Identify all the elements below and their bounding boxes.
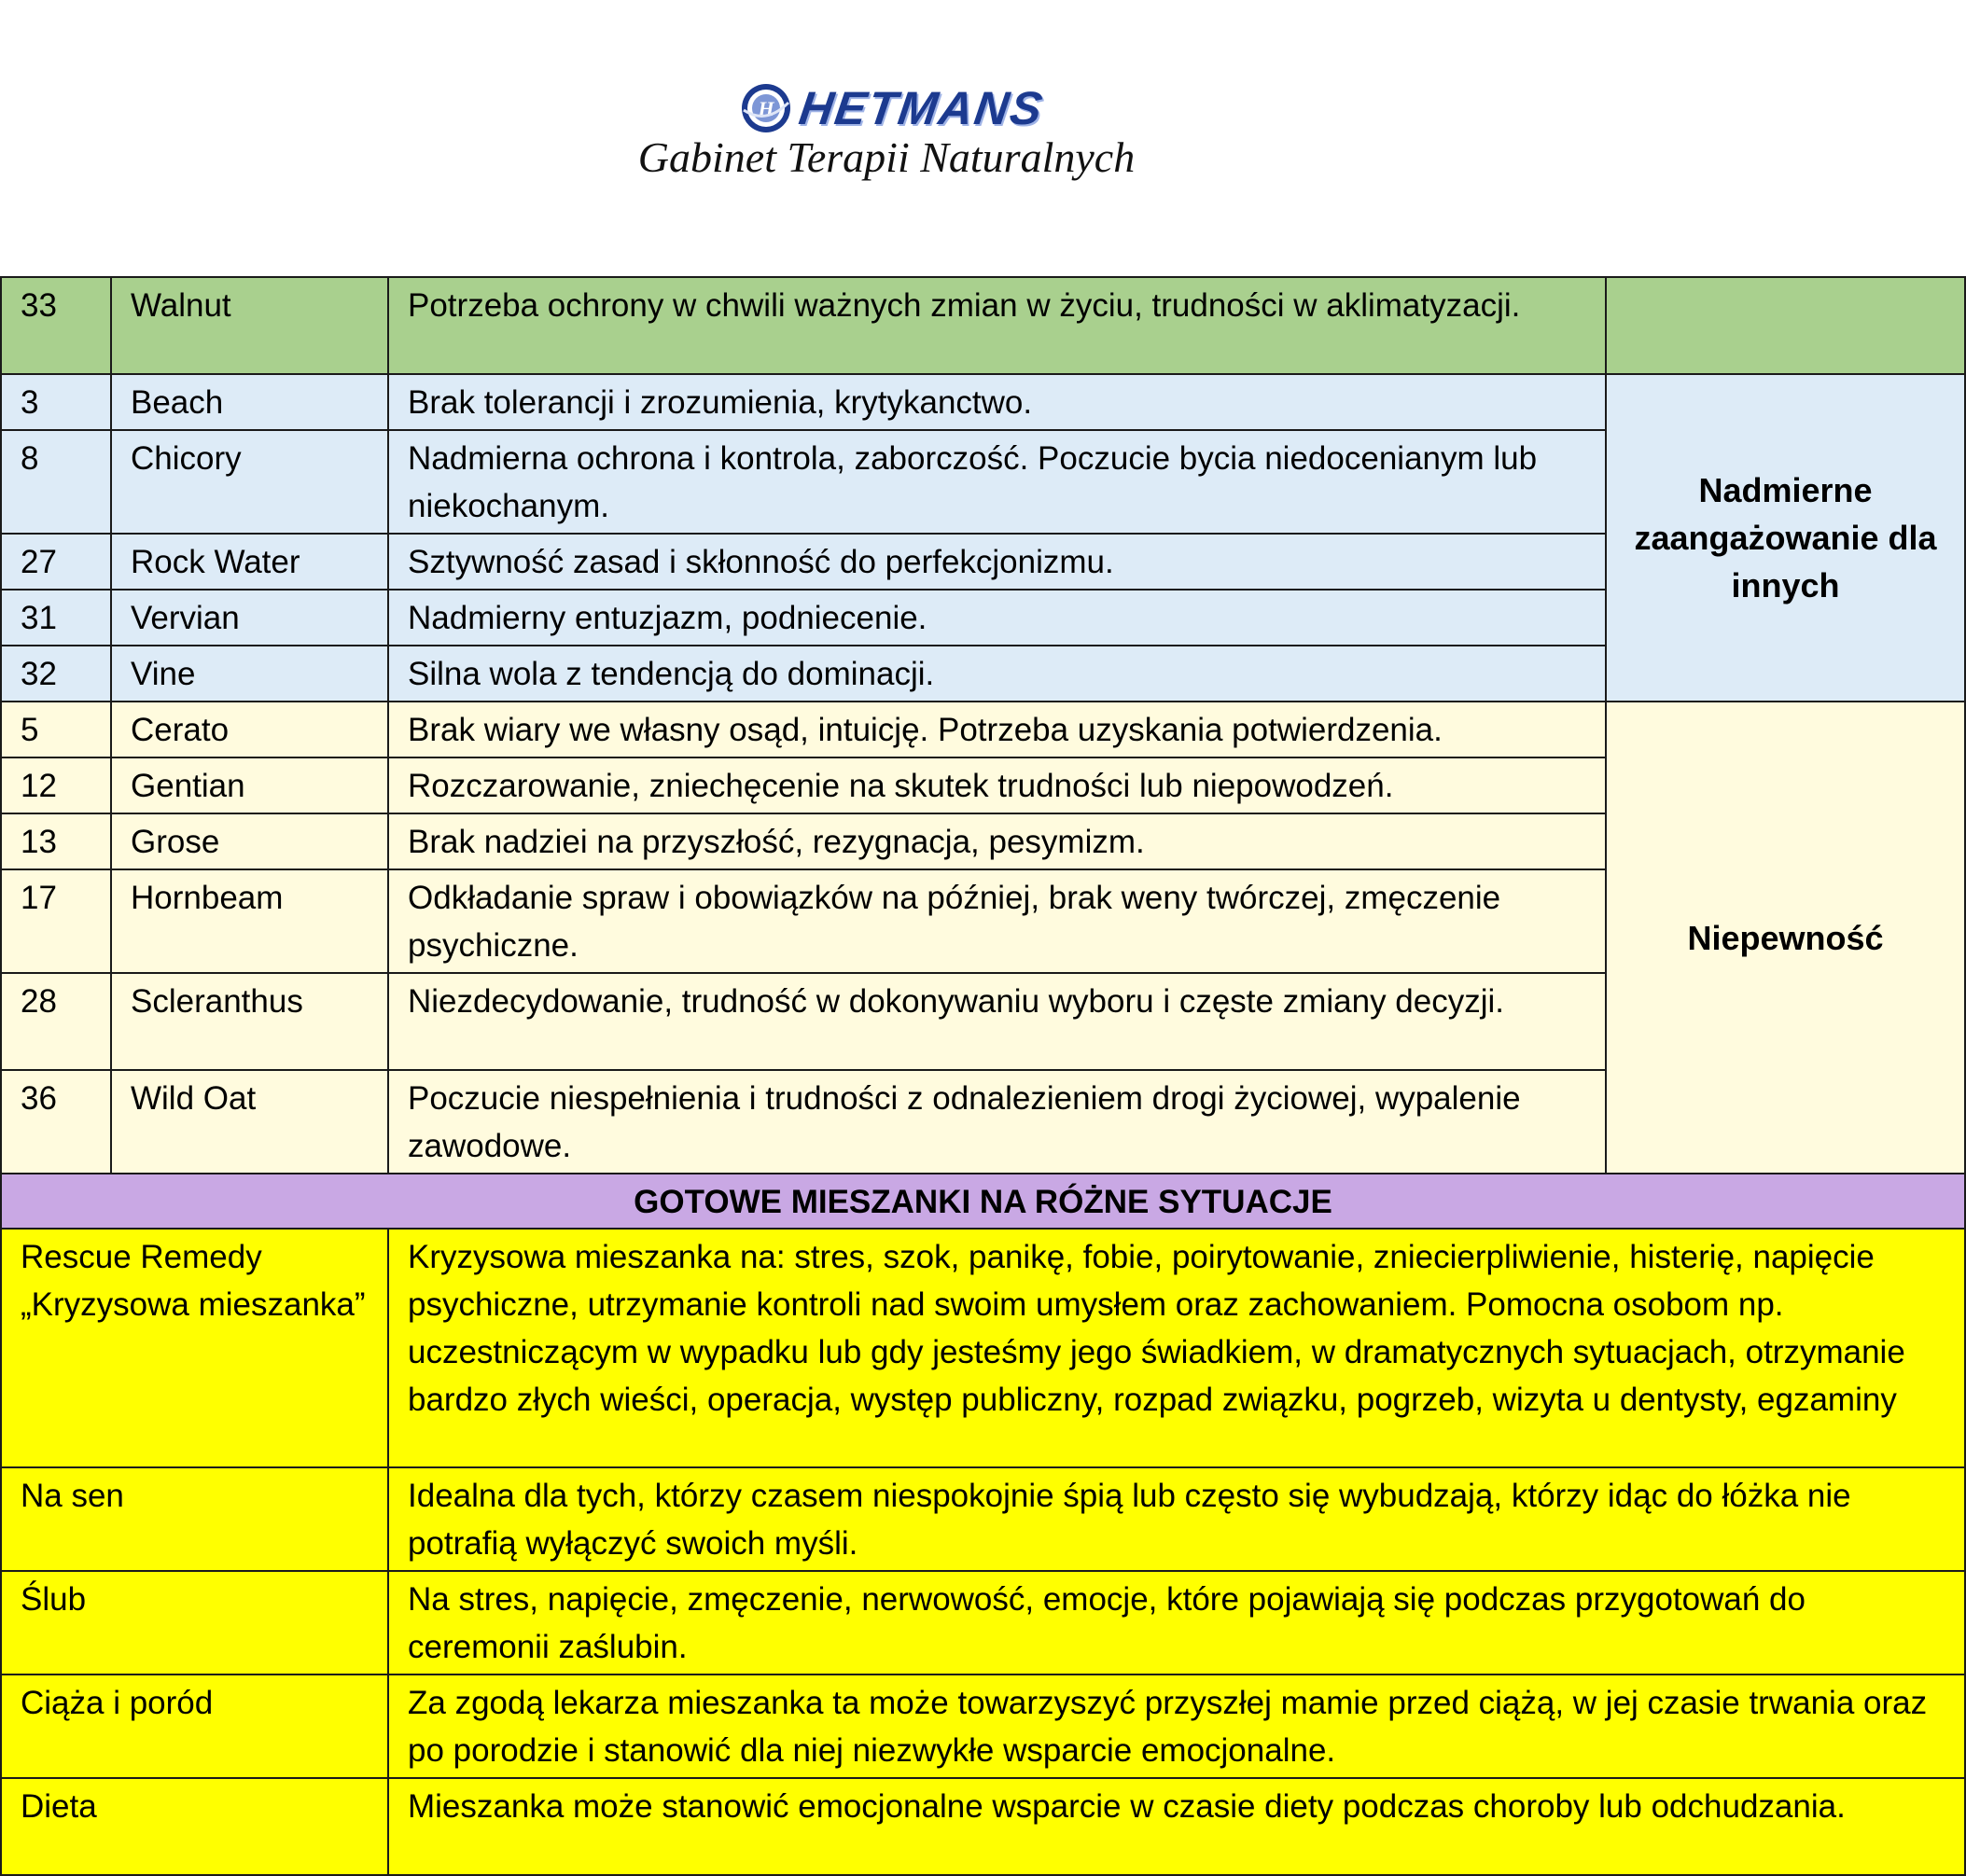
remedy-number: 31 xyxy=(1,590,111,646)
page-header xyxy=(0,0,1966,271)
remedy-name: Rock Water xyxy=(111,534,388,590)
remedy-description: Brak nadziei na przyszłość, rezygnacja, pesymizm. xyxy=(388,813,1606,869)
remedy-number: 8 xyxy=(1,430,111,534)
remedy-description: Sztywność zasad i skłonność do perfekcjonizmu. xyxy=(388,534,1606,590)
table-row xyxy=(1,1571,1965,1675)
section-title: GOTOWE MIESZANKI NA RÓŻNE SYTUACJE xyxy=(1,1174,1965,1229)
category-cell-empty xyxy=(1606,277,1965,374)
remedy-name: Gentian xyxy=(111,757,388,813)
remedy-name: Walnut xyxy=(111,277,388,374)
section-header-row xyxy=(1,1174,1965,1229)
remedy-name: Vervian xyxy=(111,590,388,646)
mixture-name: Ciąża i poród xyxy=(1,1675,388,1778)
remedy-description: Nadmierny entuzjazm, podniecenie. xyxy=(388,590,1606,646)
remedy-description: Niezdecydowanie, trudność w dokonywaniu wyboru i częste zmiany decyzji. xyxy=(388,973,1606,1070)
mixture-name: Rescue Remedy „Kryzysowa mieszanka” xyxy=(1,1229,388,1467)
remedy-name: Wild Oat xyxy=(111,1070,388,1174)
remedies-table xyxy=(0,276,1966,1876)
remedy-description: Silna wola z tendencją do dominacji. xyxy=(388,646,1606,702)
page-subtitle: Gabinet Terapii Naturalnych xyxy=(637,133,1136,181)
mixture-name: Dieta xyxy=(1,1778,388,1875)
remedy-name: Chicory xyxy=(111,430,388,534)
mixture-description: Mieszanka może stanowić emocjonalne wsparcie w czasie diety podczas choroby lub odchudzania. xyxy=(388,1778,1965,1875)
hetmans-emblem-icon xyxy=(740,82,792,134)
remedy-number: 36 xyxy=(1,1070,111,1174)
remedy-description: Potrzeba ochrony w chwili ważnych zmian w życiu, trudności w aklimatyzacji. xyxy=(388,277,1606,374)
mixture-description: Kryzysowa mieszanka na: stres, szok, panikę, fobie, poirytowanie, zniecierpliwienie, histerię, napięcie psychiczne, utrzymanie kontroli nad swoim umysłem oraz zachowaniem. Pomocna osobom np. uczestniczącym w wypadku lub gdy jesteśmy jego świadkiem, w dramatycznych sytuacjach, otrzymanie bardzo złych wieści, operacja, występ publiczny, rozpad związku, pogrzeb, wizyta u dentysty, egzaminy xyxy=(388,1229,1965,1467)
table-row xyxy=(1,1675,1965,1778)
logo xyxy=(740,78,1048,138)
remedy-name: Grose xyxy=(111,813,388,869)
remedy-description: Brak wiary we własny osąd, intuicję. Potrzeba uzyskania potwierdzenia. xyxy=(388,702,1606,757)
category-label: Nadmierne zaangażowanie dla innych xyxy=(1606,374,1965,702)
remedy-number: 27 xyxy=(1,534,111,590)
category-label: Niepewność xyxy=(1606,702,1965,1174)
remedy-number: 5 xyxy=(1,702,111,757)
remedy-number: 32 xyxy=(1,646,111,702)
remedy-number: 3 xyxy=(1,374,111,430)
table-row xyxy=(1,702,1965,757)
remedy-number: 12 xyxy=(1,757,111,813)
table-row xyxy=(1,1229,1965,1467)
remedy-description: Odkładanie spraw i obowiązków na później, brak weny twórczej, zmęczenie psychiczne. xyxy=(388,869,1606,973)
mixture-description: Idealna dla tych, którzy czasem niespokojnie śpią lub często się wybudzają, którzy idąc do łóżka nie potrafią wyłączyć swoich myśli. xyxy=(388,1467,1965,1571)
remedy-description: Nadmierna ochrona i kontrola, zaborczość. Poczucie bycia niedocenianym lub niekochanym. xyxy=(388,430,1606,534)
remedy-name: Cerato xyxy=(111,702,388,757)
remedy-name: Vine xyxy=(111,646,388,702)
mixture-description: Na stres, napięcie, zmęczenie, nerwowość, emocje, które pojawiają się podczas przygotowań do ceremonii zaślubin. xyxy=(388,1571,1965,1675)
remedy-description: Rozczarowanie, zniechęcenie na skutek trudności lub niepowodzeń. xyxy=(388,757,1606,813)
remedy-number: 17 xyxy=(1,869,111,973)
table-row xyxy=(1,277,1965,374)
remedy-number: 28 xyxy=(1,973,111,1070)
table-row xyxy=(1,374,1965,430)
remedy-number: 13 xyxy=(1,813,111,869)
remedy-description: Poczucie niespełnienia i trudności z odnalezieniem drogi życiowej, wypalenie zawodowe. xyxy=(388,1070,1606,1174)
table-row xyxy=(1,1778,1965,1875)
svg-text:H: H xyxy=(758,97,774,120)
logo-text: HETMANS xyxy=(796,82,1048,134)
mixture-name: Ślub xyxy=(1,1571,388,1675)
remedy-name: Hornbeam xyxy=(111,869,388,973)
remedy-name: Scleranthus xyxy=(111,973,388,1070)
mixture-name: Na sen xyxy=(1,1467,388,1571)
table-row xyxy=(1,1467,1965,1571)
remedy-number: 33 xyxy=(1,277,111,374)
remedy-description: Brak tolerancji i zrozumienia, krytykanctwo. xyxy=(388,374,1606,430)
mixture-description: Za zgodą lekarza mieszanka ta może towarzyszyć przyszłej mamie przed ciążą, w jej czasie trwania oraz po porodzie i stanowić dla niej niezwykłe wsparcie emocjonalne. xyxy=(388,1675,1965,1778)
remedy-name: Beach xyxy=(111,374,388,430)
